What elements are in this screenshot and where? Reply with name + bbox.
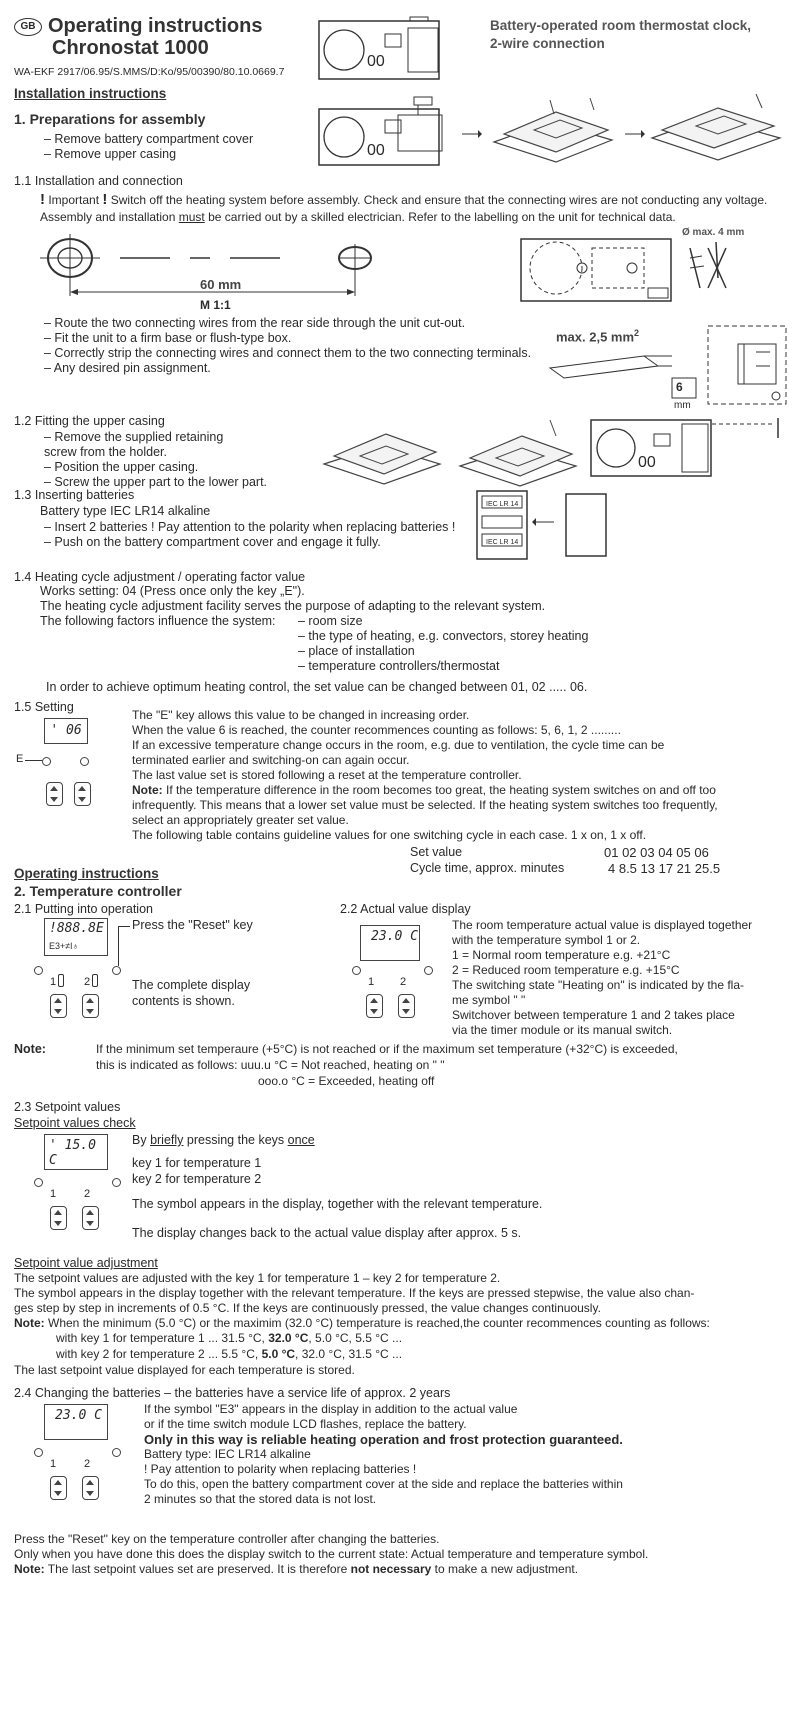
key2-label: 2 xyxy=(84,976,91,988)
setpoint-key-2: key 2 for temperature 2 xyxy=(132,1172,262,1186)
note-label: Note: xyxy=(14,1042,46,1056)
key2-label: 2 xyxy=(84,1458,91,1470)
display-battery-value: 23.0 C xyxy=(55,1408,102,1423)
note-line-3: ooo.o °C = Exceeded, heating off xyxy=(258,1074,435,1088)
key2-label: 2 xyxy=(84,1188,91,1200)
thermometer-icon xyxy=(58,974,64,987)
table-row-1-values: 01 02 03 04 05 06 xyxy=(604,845,709,860)
mounting-template-illustration xyxy=(40,230,380,306)
display-full-icons: E3+≠l♁ xyxy=(49,941,79,951)
section-1-1-title: 1.1 Installation and connection xyxy=(14,174,183,188)
temperature-2-key[interactable] xyxy=(82,1476,99,1500)
gb-badge: GB xyxy=(14,18,42,36)
key2-label: 2 xyxy=(400,976,407,988)
list-item: – Remove upper casing xyxy=(44,147,177,161)
list-item: – place of installation xyxy=(298,644,415,658)
note-label: Note: xyxy=(14,1562,45,1576)
complete-display-2: contents is shown. xyxy=(132,994,235,1008)
reset-instruction: Press the "Reset" key xyxy=(132,918,253,932)
section-1-title: 1. Preparations for assembly xyxy=(14,111,206,127)
setpoint-adjust-heading: Setpoint value adjustment xyxy=(14,1256,158,1270)
list-item: – Remove the supplied retaining xyxy=(44,430,224,444)
note-line-2: this is indicated as follows: uuu.u °C = Not reached, heating on " " xyxy=(96,1058,445,1072)
adjust-key-2-sequence: with key 2 for temperature 2 ... 5.5 °C, 5.0 °C, 32.0 °C, 31.5 °C ... xyxy=(56,1347,403,1361)
installation-heading: Installation instructions xyxy=(14,86,167,101)
device-display-battery xyxy=(44,1404,108,1440)
section-1-3-title: 1.3 Inserting batteries xyxy=(14,488,135,502)
setpoint-timeout-note: The display changes back to the actual value display after approx. 5 s. xyxy=(132,1226,522,1240)
section-2-2-title: 2.2 Actual value display xyxy=(340,902,471,916)
e-key-label: E xyxy=(16,753,24,765)
complete-display-1: The complete display xyxy=(132,978,251,992)
adjust-stored-note: The last setpoint value displayed for each temperature is stored. xyxy=(14,1363,355,1377)
list-item: – Fit the unit to a firm base or flush-type box. xyxy=(44,331,292,345)
list-item: – Push on the battery compartment cover and engage it fully. xyxy=(44,535,381,549)
list-item: – Position the upper casing. xyxy=(44,460,199,474)
knob-left xyxy=(34,966,43,975)
temperature-1-key[interactable] xyxy=(50,994,67,1018)
list-item: – Remove battery compartment cover xyxy=(44,132,254,146)
note-line-1: If the minimum set temperaure (+5°C) is not reached or if the maximum set temperature (+32°C) is exceeded, xyxy=(96,1042,678,1056)
wire-strip-illustration xyxy=(548,322,788,408)
up-down-key-2[interactable] xyxy=(74,782,91,806)
table-row-1-label: Set value xyxy=(410,845,463,859)
list-item: – Any desired pin assignment. xyxy=(44,361,211,375)
section-2-4-body: If the symbol "E3" appears in the display in addition to the actual value or if the time switch module LCD flashes, replace the battery. Only in this way is reliable heating operation and frost protection guaranteed. Battery type: IEC LR14 alkaline ! Pay attention to polarity when replacing batteries ! To do this, open the battery compartment cover at the side and replace the batteries within 2 minutes so that the stored data is not lost. xyxy=(144,1402,623,1506)
key1-label: 1 xyxy=(50,976,57,988)
setpoint-symbol-note: The symbol appears in the display, together with the relevant temperature. xyxy=(132,1197,543,1211)
section-1-4-title: 1.4 Heating cycle adjustment / operating factor value xyxy=(14,570,306,584)
temperature-2-key[interactable] xyxy=(398,994,415,1018)
reset-key[interactable] xyxy=(112,1448,121,1457)
important-note: ! Important ! Switch off the heating system before assembly. Check and ensure that the connecting wires are not conducting any voltage. xyxy=(40,191,768,208)
thermometer-icon xyxy=(92,974,98,987)
casing-removal-illustration-2 xyxy=(648,90,788,162)
operating-heading: Operating instructions xyxy=(14,866,159,881)
section-1-4-footer: In order to achieve optimum heating control, the set value can be changed between 01, 02 ..... 06. xyxy=(46,680,588,694)
list-item: – Route the two connecting wires from the rear side through the unit cut-out. xyxy=(44,316,466,330)
reset-key[interactable] xyxy=(112,1178,121,1187)
knob-left xyxy=(352,966,361,975)
section-2-title: 2. Temperature controller xyxy=(14,883,182,899)
screw-size-note: Ø max. 4 mm xyxy=(682,227,745,238)
key1-label: 1 xyxy=(50,1188,57,1200)
table-row-2-values: 4 8.5 13 17 21 25.5 xyxy=(608,861,721,876)
reset-key[interactable] xyxy=(424,966,433,975)
list-item: screw from the holder. xyxy=(44,445,167,459)
dimension-label: 60 mm xyxy=(200,277,242,292)
important-note-line-2: Assembly and installation must be carried out by a skilled electrician. Refer to the labelling on the unit for technical data. xyxy=(40,210,676,224)
device-display-actual xyxy=(360,925,420,961)
key1-label: 1 xyxy=(50,1458,57,1470)
display-digits-open: 00 xyxy=(367,142,385,159)
e-key-leader xyxy=(25,760,42,761)
page-title: Operating instructions xyxy=(48,15,263,37)
document-reference: WA-EKF 2917/06.95/S.MMS/D:Ko/95/00390/80.10.0669.7 xyxy=(14,66,285,78)
knob-left xyxy=(34,1448,43,1457)
knob-right xyxy=(80,757,89,766)
section-2-1-title: 2.1 Putting into operation xyxy=(14,902,153,916)
display-full-segments: !888.8E xyxy=(49,921,104,936)
knob-left xyxy=(34,1178,43,1187)
setpoint-key-1: key 1 for temperature 1 xyxy=(132,1156,262,1170)
list-item: – the type of heating, e.g. convectors, storey heating xyxy=(298,629,589,643)
setpoint-adjust-body: The setpoint values are adjusted with the key 1 for temperature 1 – key 2 for temperature 2. The symbol appears in the display together with the relevant temperature. If the keys are pressed stepwise, the value also chan- ges step by step in increments of 0.5 °C. If the keys are continuously pressed, the value changes continuously. Note: When the minimum (5.0 °C) or the maximim (32.0 °C) temperature is reached,the counter recommences counting as follows: xyxy=(14,1271,710,1330)
right-title-2: 2-wire connection xyxy=(490,36,605,51)
device-display-full xyxy=(44,918,108,956)
battery-label-1: IEC LR 14 xyxy=(486,501,519,508)
scale-label: M 1:1 xyxy=(200,298,231,312)
wire-size-label: max. 2,5 $mm^2$ xyxy=(556,328,640,345)
display-digits-closed: 00 xyxy=(638,454,656,471)
footer: Press the "Reset" key on the temperature controller after changing the batteries. Only when you have done this does the display switch to the current state: Actual temperature and temperature symbol. Note: The last setpoint values set are preserved. It is therefore not necessary to make a new adjustment. xyxy=(14,1532,649,1576)
casing-removal-illustration-1 xyxy=(490,92,620,164)
device-display-setpoint xyxy=(44,1134,108,1170)
thermostat-front-illustration xyxy=(318,16,442,82)
battery-label-2: IEC LR 14 xyxy=(486,539,519,546)
list-item: – Insert 2 batteries ! Pay attention to the polarity when replacing batteries ! xyxy=(44,520,456,534)
e-key[interactable] xyxy=(42,757,51,766)
display-actual-value: 23.0 C xyxy=(371,929,418,944)
temperature-1-key[interactable] xyxy=(366,994,383,1018)
temperature-1-key[interactable] xyxy=(50,1206,67,1230)
important-text: Switch off the heating system before assembly. Check and ensure that the connecting wires are not conducting any voltage. xyxy=(110,193,768,207)
battery-type: Battery type IEC LR14 alkaline xyxy=(40,504,211,518)
temperature-2-key[interactable] xyxy=(82,1206,99,1230)
section-1-2-title: 1.2 Fitting the upper casing xyxy=(14,414,165,428)
section-1-1-list xyxy=(44,316,531,376)
note-label: Note: xyxy=(14,1316,45,1330)
rear-view-illustration xyxy=(520,238,785,304)
section-1-3-list xyxy=(44,520,455,550)
product-name: Chronostat 1000 xyxy=(52,37,209,59)
reset-leader xyxy=(118,926,120,966)
section-1-5-body: The "E" key allows this value to be changed in increasing order. When the value 6 is reached, the counter recommences counting as follows: 5, 6, 1, 2 ......... If an excessive temperature change occurs in the room, e.g. due to ventilation, the cycle time can be terminated earlier and switching-on can again occur. The last value set is stored following a reset at the temperature controller. Note: If the temperature difference in the room becomes too great, the heating system switches on and off too infrequently. This means that a lower set value must be selected. If the heating system switches too frequently, select an appropriately greater set value. The following table contains guideline values for one switching cycle in each case. 1 x on, 1 x off. xyxy=(132,708,718,842)
section-2-2-body: The room temperature actual value is displayed together with the temperature symbol 1 or 2. 1 = Normal room temperature e.g. +21°C 2 = Reduced room temperature e.g. +15°C The switching state "Heating on" is indicated by the fla- me symbol " " Switchover between temperature 1 and 2 takes place via the timer module or its manual switch. xyxy=(452,918,753,1037)
key1-label: 1 xyxy=(368,976,375,988)
display-digits-top: 00 xyxy=(367,53,385,70)
list-item: – Screw the upper part to the lower part. xyxy=(44,475,268,489)
section-1-2-list xyxy=(44,430,267,490)
reset-leader-h xyxy=(118,926,130,927)
setpoint-check-heading: Setpoint values check xyxy=(14,1116,136,1130)
device-display: ' 06 xyxy=(44,718,88,744)
note-label: Note: xyxy=(132,783,163,797)
display-setpoint-value: ' 15.0 C xyxy=(49,1138,96,1168)
strip-length-unit: mm xyxy=(674,400,691,411)
list-item: – temperature controllers/thermostat xyxy=(298,659,500,673)
battery-warning: Only in this way is reliable heating operation and frost protection guaranteed. xyxy=(144,1432,623,1447)
thermostat-device-e xyxy=(44,718,88,774)
casing-fitting-illustration xyxy=(320,412,582,496)
section-1-5-title: 1.5 Setting xyxy=(14,700,74,714)
adjust-key-1-sequence: with key 1 for temperature 1 ... 31.5 °C, 32.0 °C, 5.0 °C, 5.5 °C ... xyxy=(56,1331,403,1345)
thermostat-closed-illustration xyxy=(590,416,790,480)
section-1-list xyxy=(44,132,253,162)
factors-list xyxy=(298,614,588,674)
list-item: – room size xyxy=(298,614,363,628)
section-2-3-title: 2.3 Setpoint values xyxy=(14,1100,121,1114)
setpoint-check-intro: By briefly pressing the keys once xyxy=(132,1133,315,1147)
section-1-4-body: Works setting: 04 (Press once only the key „E"). The heating cycle adjustment facility serves the purpose of adapting to the relevant system. The following factors influence the system: xyxy=(40,584,546,628)
table-row-2-label: Cycle time, approx. minutes xyxy=(410,861,565,875)
right-title-1: Battery-operated room thermostat clock, xyxy=(490,18,752,33)
arrow-icon xyxy=(462,130,482,138)
list-item: – Correctly strip the connecting wires and connect them to the two connecting terminals. xyxy=(44,346,532,360)
reset-key[interactable] xyxy=(112,966,121,975)
arrow-icon xyxy=(625,130,645,138)
strip-length-value: 6 xyxy=(676,380,683,394)
section-2-4-title: 2.4 Changing the batteries – the batteries have a service life of approx. 2 years xyxy=(14,1386,451,1400)
up-down-key-1[interactable] xyxy=(46,782,63,806)
important-label: Important xyxy=(48,193,100,207)
temperature-1-key[interactable] xyxy=(50,1476,67,1500)
temperature-2-key[interactable] xyxy=(82,994,99,1018)
